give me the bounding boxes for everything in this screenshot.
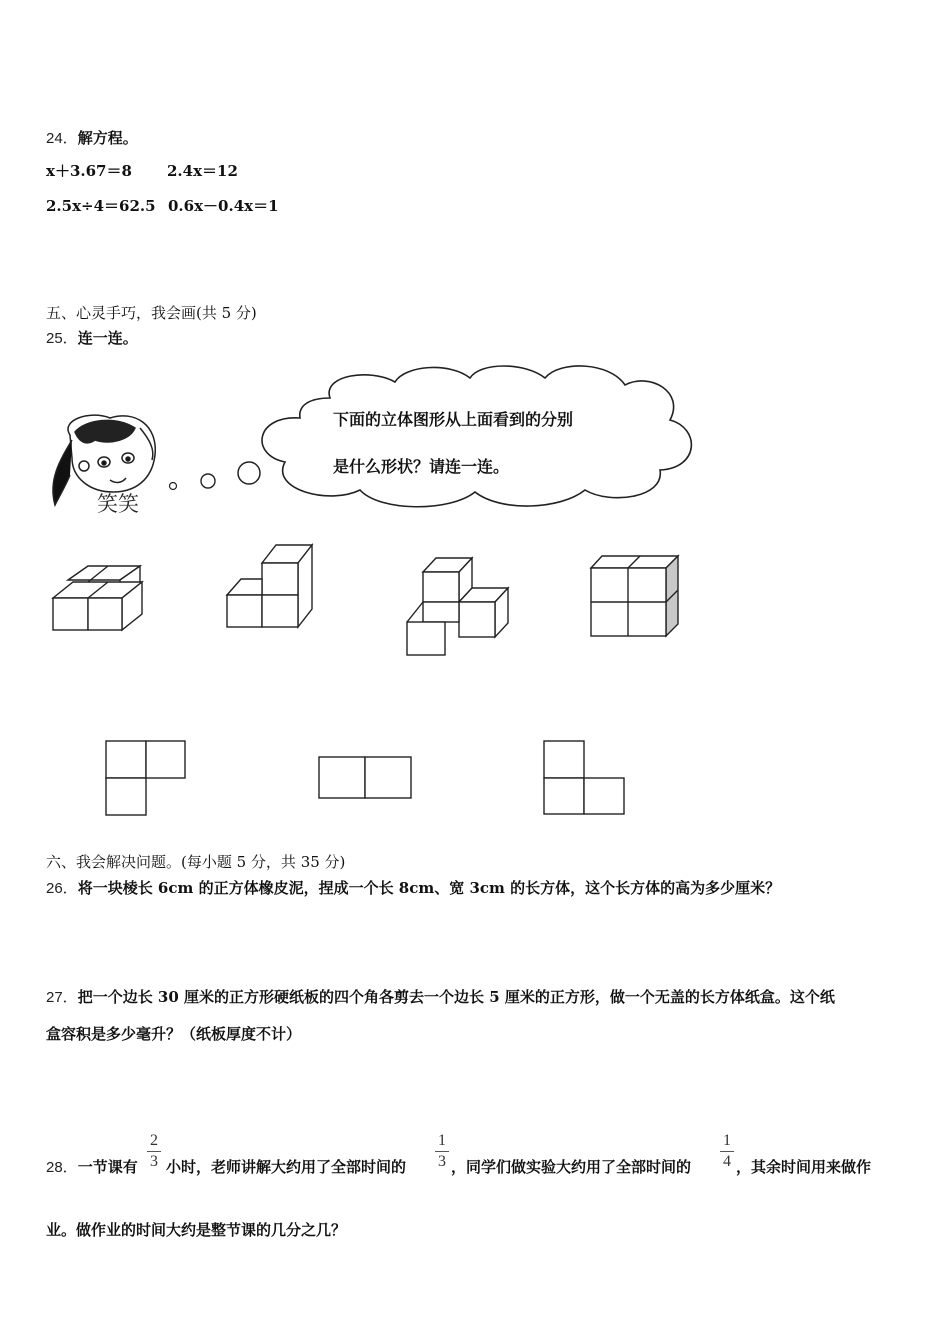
- q27-line-2: 盒容积是多少毫升？（纸板厚度不计）: [46, 1025, 302, 1043]
- fraction-1-numerator: 2: [150, 1132, 158, 1149]
- equation-3: 2.5x÷4＝62.5: [46, 197, 156, 215]
- solid-figure-1: [53, 566, 142, 630]
- speech-text-line-1: 下面的立体图形从上面看到的分别: [333, 410, 574, 429]
- q28-number: 28．: [46, 1159, 78, 1176]
- top-view-b: [319, 757, 411, 798]
- solid-figure-4: [591, 556, 678, 636]
- character-name-label: 笑笑: [97, 493, 139, 516]
- solid-figure-2: [227, 545, 312, 627]
- fraction-3-numerator: 1: [723, 1132, 731, 1149]
- top-view-a: [106, 741, 185, 815]
- q27-line-1: [46, 987, 835, 1008]
- q28-line-2: 业。做作业的时间大约是整节课的几分之几？: [46, 1221, 347, 1239]
- q24-title: 解方程。: [77, 129, 138, 147]
- solid-figure-3: [407, 558, 508, 655]
- speech-text-line-2: 是什么形状？请连一连。: [333, 457, 510, 476]
- fraction-one-quarter: [720, 1132, 734, 1171]
- q28-text-4: ，其余时间用来做作: [736, 1158, 872, 1176]
- speech-cloud: [262, 366, 691, 507]
- fraction-1-denominator: 3: [150, 1153, 158, 1170]
- fraction-2-numerator: 1: [438, 1132, 446, 1149]
- fraction-3-denominator: 4: [723, 1153, 731, 1170]
- fraction-two-thirds: [147, 1132, 161, 1171]
- q26-text: 将一块棱长 6cm 的正方体橡皮泥，捏成一个长 8cm、宽 3cm 的长方体，这个长方体的高为多少厘米？: [77, 879, 781, 897]
- q26-text-line: [46, 878, 780, 899]
- q25-title: 连一连。: [77, 329, 138, 347]
- thought-bubble-medium: [201, 474, 215, 488]
- fraction-one-third: [435, 1132, 449, 1171]
- q28-text-1: 一节课有: [77, 1158, 138, 1176]
- equation-1: x＋3.67＝8: [46, 162, 132, 180]
- q27-text-1: 把一个边长 30 厘米的正方形硬纸板的四个角各剪去一个边长 5 厘米的正方形，做一个无盖的长方体纸盒。这个纸: [77, 988, 835, 1006]
- q25-number: 25．: [46, 330, 78, 347]
- equation-2: 2.4x＝12: [167, 162, 238, 180]
- thought-bubble-small: [170, 483, 177, 490]
- q28-line-1: [46, 1157, 138, 1178]
- q26-number: 26．: [46, 880, 78, 897]
- q24-number: 24．: [46, 130, 78, 147]
- equation-4: 0.6x－0.4x＝1: [168, 197, 279, 215]
- section-6-heading: 六、我会解决问题。(每小题 5 分，共 35 分): [46, 853, 346, 871]
- thought-bubble-large: [238, 462, 260, 484]
- q28-text-2: 小时，老师讲解大约用了全部时间的: [166, 1158, 407, 1176]
- fraction-2-denominator: 3: [438, 1153, 446, 1170]
- girl-character-icon: [53, 415, 155, 505]
- section-5-heading: 五、心灵手巧，我会画(共 5 分): [46, 304, 257, 322]
- q28-text-3: ，同学们做实验大约用了全部时间的: [451, 1158, 692, 1176]
- top-view-c: [544, 741, 624, 814]
- q27-number: 27．: [46, 989, 78, 1006]
